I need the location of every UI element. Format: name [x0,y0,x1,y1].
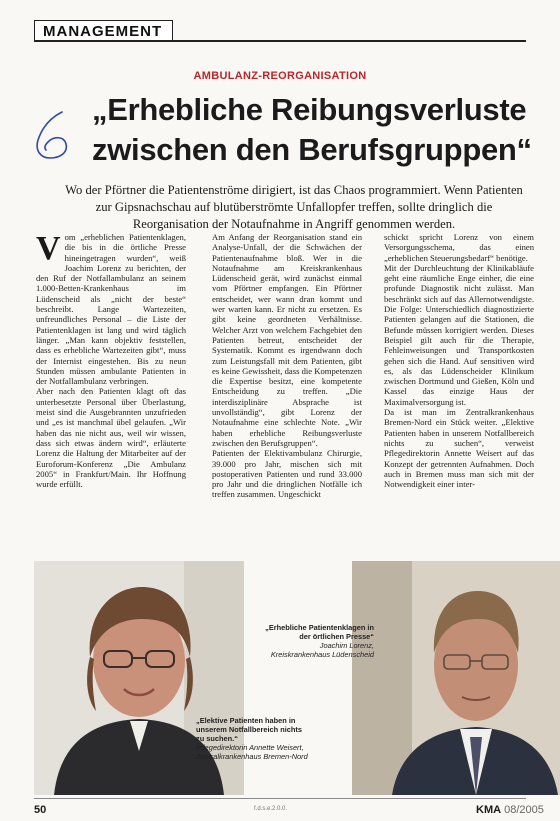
paragraph: schickt spricht Lorenz von einem Versorgungsschema, das einen „erheblichen Steuerungsbedarf“ benötige. [384,232,534,263]
paragraph: Mit der Durchleuchtung der Klinikabläufe geht eine räumliche Enge einher, die eine profunde Diagnostik nicht zulässt. Man beschränkt sich auf das Allernotwendigste. Die Folge: Unterschiedlich diagnostizierte Patienten gelangen auf die Stationen, die Befunde müssen korrigiert werden. Dieses Beispiel gilt auch für die Therapie, Fehleinweisungen und Transportkosten gehen sich die Hand. Auf sensitiven wird es, als das Lüdenscheider Klinikum zwischen Dortmund und Gießen, Köln und Kassel das einzige Haus der Maximalversorgung ist. [384,262,534,407]
paragraph [36,232,186,386]
article-body [36,232,546,532]
caption-quote: „Erhebliche Patientenklagen in der örtlichen Presse“ [265,623,374,641]
handwritten-six-mark-icon [28,108,80,162]
caption-name: Pflegedirektorin Annette Weisert, [196,743,304,752]
paragraph: Patienten der Elektivambulanz Chirurgie, 39.000 pro Jahr, mischen sich mit postoperativen Patienten und rund 33.000 pro Jahr und die dringlichen Notfälle ich treffen zusammen. Ungeschickt [212,448,362,500]
deck-line-1: Wo der Pförtner die Patientenströme dirigiert, ist das Chaos programmiert. Wenn Patienten [65,183,523,197]
magazine-name: KMA [476,804,502,816]
section-label: MANAGEMENT [34,20,173,42]
drop-cap: V [36,232,61,267]
headline-line-2: zwischen den Berufsgruppen“ [92,132,532,167]
caption-organization: Kreiskrankenhaus Lüdenscheid [270,650,374,659]
magazine-issue [476,804,544,816]
paragraph: Aber nach den Patienten klagt oft das unterbesetzte Personal über Überlastung, meist sind die Ausgebrannten unzufrieden und „es ist manchmal übel gelaufen. „Wir haben das nie nicht aus, weil wir wissen, dass sich etwas ändern wird“, erläuterte Lorenz die Haltung der Mitarbeiter auf der Euroforum-Konferenz „Die Ambulanz 2005“ in Frankfurt/Main. Ihr Hoffnung wurde erfüllt. [36,386,186,490]
column-2 [212,232,362,532]
deck-line-2: zur Gipsnachschau auf blutüberströmte Unfallopfer treffen, sollte dringlich die [95,200,493,214]
caption-quote: „Elektive Patienten haben in unserem Notfallbereich nichts zu suchen.“ [196,716,302,743]
caption-organization: Zentralkrankenhaus Bremen-Nord [196,752,308,761]
kicker: AMBULANZ-REORGANISATION [193,70,367,82]
footer-rule [34,798,526,799]
section-rule [34,40,526,42]
footer-center-text: f.d.s.e.2.0.0. [254,806,288,812]
paragraph-text: om „erheblichen Patientenklagen, die bis in die örtliche Presse hineingetragen wurden“, weiß Joachim Lorenz zu berichten, der den Ruf der Notfallambulanz an seinem 1.000-Betten-Krankenhaus im Lüdenscheid als „nicht der beste“ beschreibt. Lange Wartezeiten, unfreundliches Personal – die Liste der Patientenklagen ist lang und wird täglich länger. „Man kann objektiv feststellen, dass es erhebliche Wartezeiten gibt“, muss der Internist eingestehen. Bis zu neun Stunden müssen ambulante Patienten in der Notfallambulanz verbringen. [36,232,186,387]
paragraph: Da ist man im Zentralkrankenhaus Bremen-Nord ein Stück weiter. „Elektive Patienten haben in unserem Notfallbereich nichts zu suchen“, verweist Pflegedirektorin Annette Weisert auf das Konzept der getrennten Aufnahmen. Doch auch in Bremen muss man sich mit der Notwendigkeit einer inter- [384,407,534,490]
paragraph: Am Anfang der Reorganisation stand ein Analyse-Unfall, der die Schwächen der Patientenaufnahme bloß. Wer in die Notaufnahme am Kreiskrankenhaus Lüdenscheid gerät, wird zunächst einmal vom Pförtner empfangen. Ein Pförtner entscheidet, wer wann dran kommt und wer warten kann. Er nicht zu ersetzen. Es gibt keine geordneten Verhältnisse. Welcher Arzt von welchem Fachgebiet den Patienten betreut, entscheidet der Systematik. Kommt es irgendwann doch zum Leistungsfall mit dem Patienten, gibt es keine Gewissheit, dass die Kompetenzen die Expertise besitzt, eine kompetente Entscheidung zu treffen. „Die interdisziplinäre Absprache ist unvollständig“, gibt Lorenz der Notaufnahme eine schlechte Note. „Wir haben erhebliche Reibungsverluste zwischen den Berufsgruppen“. [212,232,362,448]
deck [44,182,544,233]
issue-number: 08/2005 [504,804,544,816]
column-3 [384,232,534,532]
caption-joachim-lorenz [258,623,374,659]
caption-name: Joachim Lorenz, [319,641,374,650]
headline [92,90,532,170]
column-1 [36,232,186,532]
caption-annette-weisert [196,716,308,761]
deck-line-3: Reorganisation der Notaufnahme in Angriff genommen werden. [132,217,456,231]
portrait-photo-man [352,561,560,795]
headline-line-1: „Erhebliche Reibungsverluste [92,92,527,127]
page-number: 50 [34,804,47,816]
